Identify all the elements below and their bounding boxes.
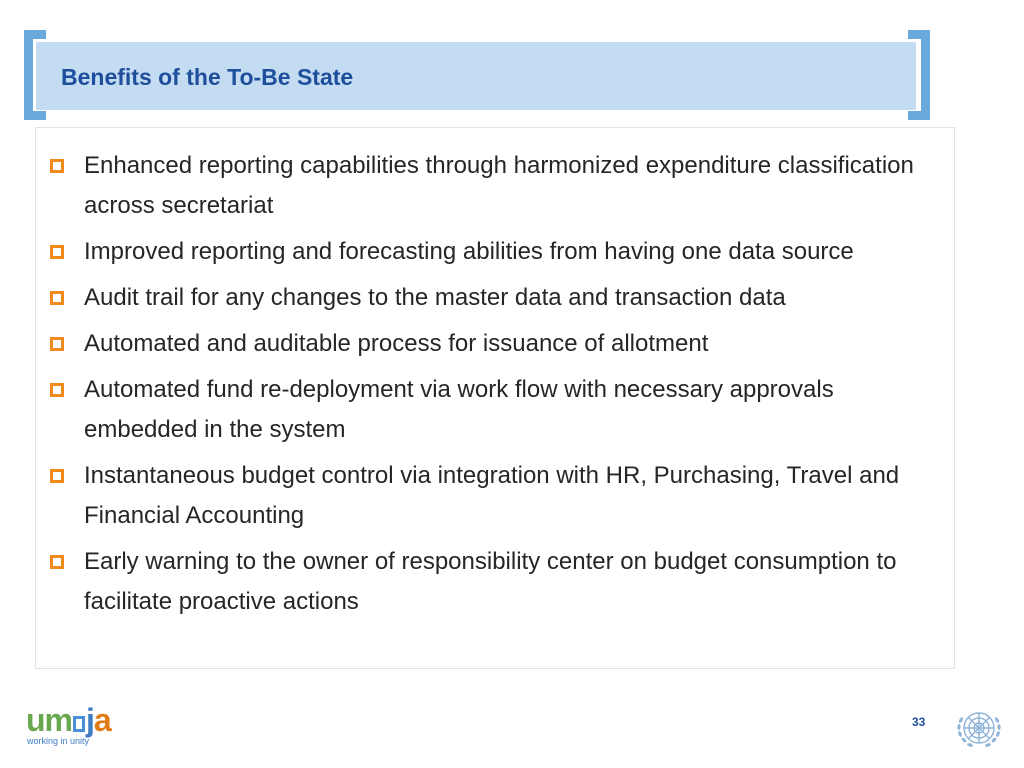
right-bracket-decoration (908, 30, 930, 120)
list-item (48, 370, 928, 450)
bullet-text: Audit trail for any changes to the master data and transaction data (84, 284, 786, 311)
square-bullet-icon (50, 469, 64, 483)
square-bullet-icon (50, 291, 64, 305)
un-emblem-icon (952, 702, 1006, 754)
bullet-text: Instantaneous budget control via integration with HR, Purchasing, Travel and Financial Accounting (84, 462, 900, 529)
bullet-text: Enhanced reporting capabilities through harmonized expenditure classification across secretariat (84, 152, 914, 219)
square-bullet-icon (50, 383, 64, 397)
bullet-text: Early warning to the owner of responsibility center on budget consumption to facilitate proactive actions (84, 548, 897, 615)
list-item (48, 232, 928, 272)
list-item (48, 324, 928, 364)
bullet-text: Automated and auditable process for issuance of allotment (84, 330, 709, 357)
square-bullet-icon (50, 337, 64, 351)
content-box (35, 127, 955, 669)
umoja-logo-wordmark: um ja (26, 702, 111, 738)
bullet-text: Automated fund re-deployment via work flow with necessary approvals embedded in the system (84, 376, 834, 443)
umoja-box-icon (73, 716, 85, 732)
list-item (48, 146, 928, 226)
umoja-logo (26, 703, 126, 749)
umoja-tagline: working in unity (27, 736, 90, 746)
square-bullet-icon (50, 159, 64, 173)
slide-title: Benefits of the To-Be State (61, 64, 354, 90)
list-item (48, 542, 928, 622)
list-item (48, 278, 928, 318)
list-item (48, 456, 928, 536)
left-bracket-decoration (24, 30, 46, 120)
square-bullet-icon (50, 555, 64, 569)
bullet-list (48, 146, 928, 628)
bullet-text: Improved reporting and forecasting abilities from having one data source (84, 238, 854, 265)
page-number: 33 (912, 715, 926, 729)
square-bullet-icon (50, 245, 64, 259)
